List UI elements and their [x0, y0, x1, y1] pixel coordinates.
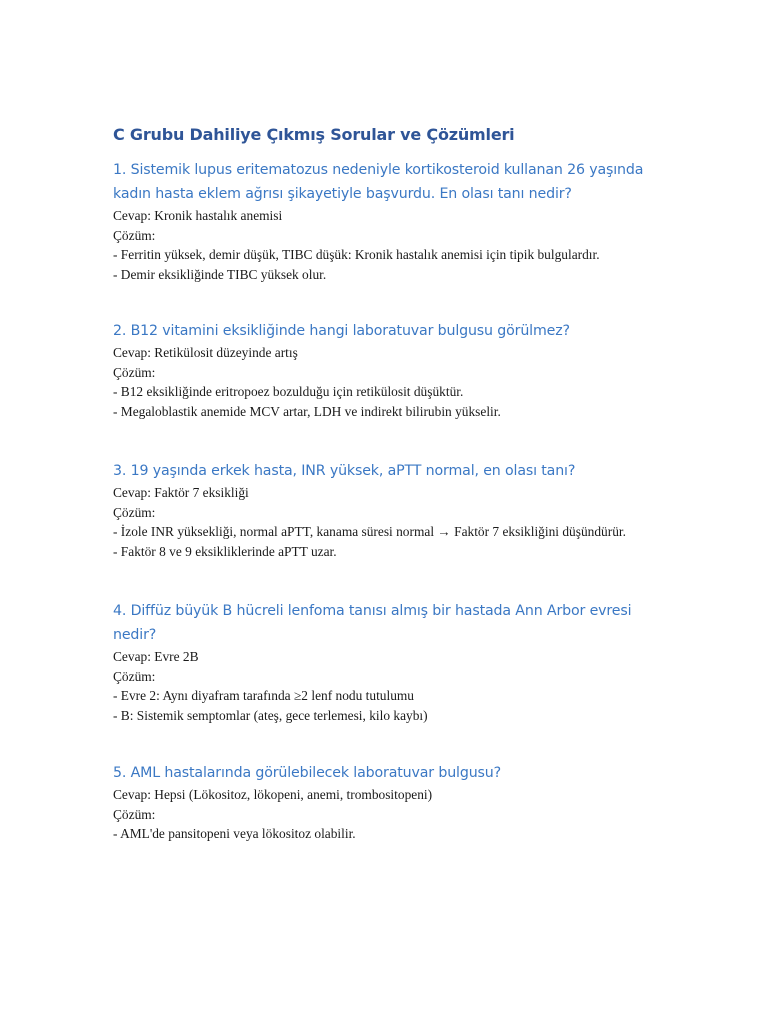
answer-text: Cevap: Hepsi (Lökositoz, lökopeni, anemi, trombositopeni)	[113, 787, 433, 802]
question-3	[113, 459, 673, 561]
solution-line: - Demir eksikliğinde TIBC yüksek olur.	[113, 266, 327, 282]
question-2	[113, 319, 673, 421]
solution-label: Çözüm:	[113, 504, 156, 520]
answer-text: Cevap: Faktör 7 eksikliği	[113, 485, 249, 500]
question-title: 2. B12 vitamini eksikliğinde hangi laboratuvar bulgusu görülmez?	[113, 323, 570, 339]
question-title: 4. Diffüz büyük B hücreli lenfoma tanısı almış bir hastada Ann Arbor evresi nedir?	[113, 603, 632, 643]
question-4	[113, 599, 673, 725]
question-title: 5. AML hastalarında görülebilecek laboratuvar bulgusu?	[113, 765, 501, 781]
solution-label: Çözüm:	[113, 364, 156, 380]
solution-line: - B12 eksikliğinde eritropoez bozulduğu için retikülosit düşüktür.	[113, 384, 464, 399]
question-1	[113, 158, 673, 284]
solution-line: - AML'de pansitopeni veya lökositoz olabilir.	[113, 826, 356, 841]
answer-text: Cevap: Kronik hastalık anemisi	[113, 208, 283, 223]
solution-label: Çözüm:	[113, 806, 156, 822]
solution-label: Çözüm:	[113, 227, 156, 243]
document-body	[113, 124, 673, 878]
solution-line: - Evre 2: Aynı diyafram tarafında ≥2 lenf nodu tutulumu	[113, 688, 415, 703]
answer-text: Cevap: Retikülosit düzeyinde artış	[113, 345, 298, 360]
question-5	[113, 761, 673, 844]
solution-line: - Ferritin yüksek, demir düşük, TIBC düşük: Kronik hastalık anemisi için tipik bulgulardır.	[113, 247, 600, 262]
question-title: 3. 19 yaşında erkek hasta, INR yüksek, aPTT normal, en olası tanı?	[113, 463, 576, 479]
document-title: C Grubu Dahiliye Çıkmış Sorular ve Çözümleri	[113, 125, 515, 144]
solution-line: - Megaloblastik anemide MCV artar, LDH ve indirekt bilirubin yükselir.	[113, 403, 501, 419]
solution-line: - B: Sistemik semptomlar (ateş, gece terlemesi, kilo kaybı)	[113, 707, 428, 723]
question-title: 1. Sistemik lupus eritematozus nedeniyle kortikosteroid kullanan 26 yaşında kadın hasta eklem ağrısı şikayetiyle başvurdu. En olası tanı nedir?	[113, 162, 644, 202]
solution-label: Çözüm:	[113, 668, 156, 684]
answer-text: Cevap: Evre 2B	[113, 649, 199, 664]
solution-line: - Faktör 8 ve 9 eksikliklerinde aPTT uzar.	[113, 543, 337, 559]
solution-line: - İzole INR yüksekliği, normal aPTT, kanama süresi normal → Faktör 7 eksikliğini düşündürür.	[113, 524, 626, 539]
